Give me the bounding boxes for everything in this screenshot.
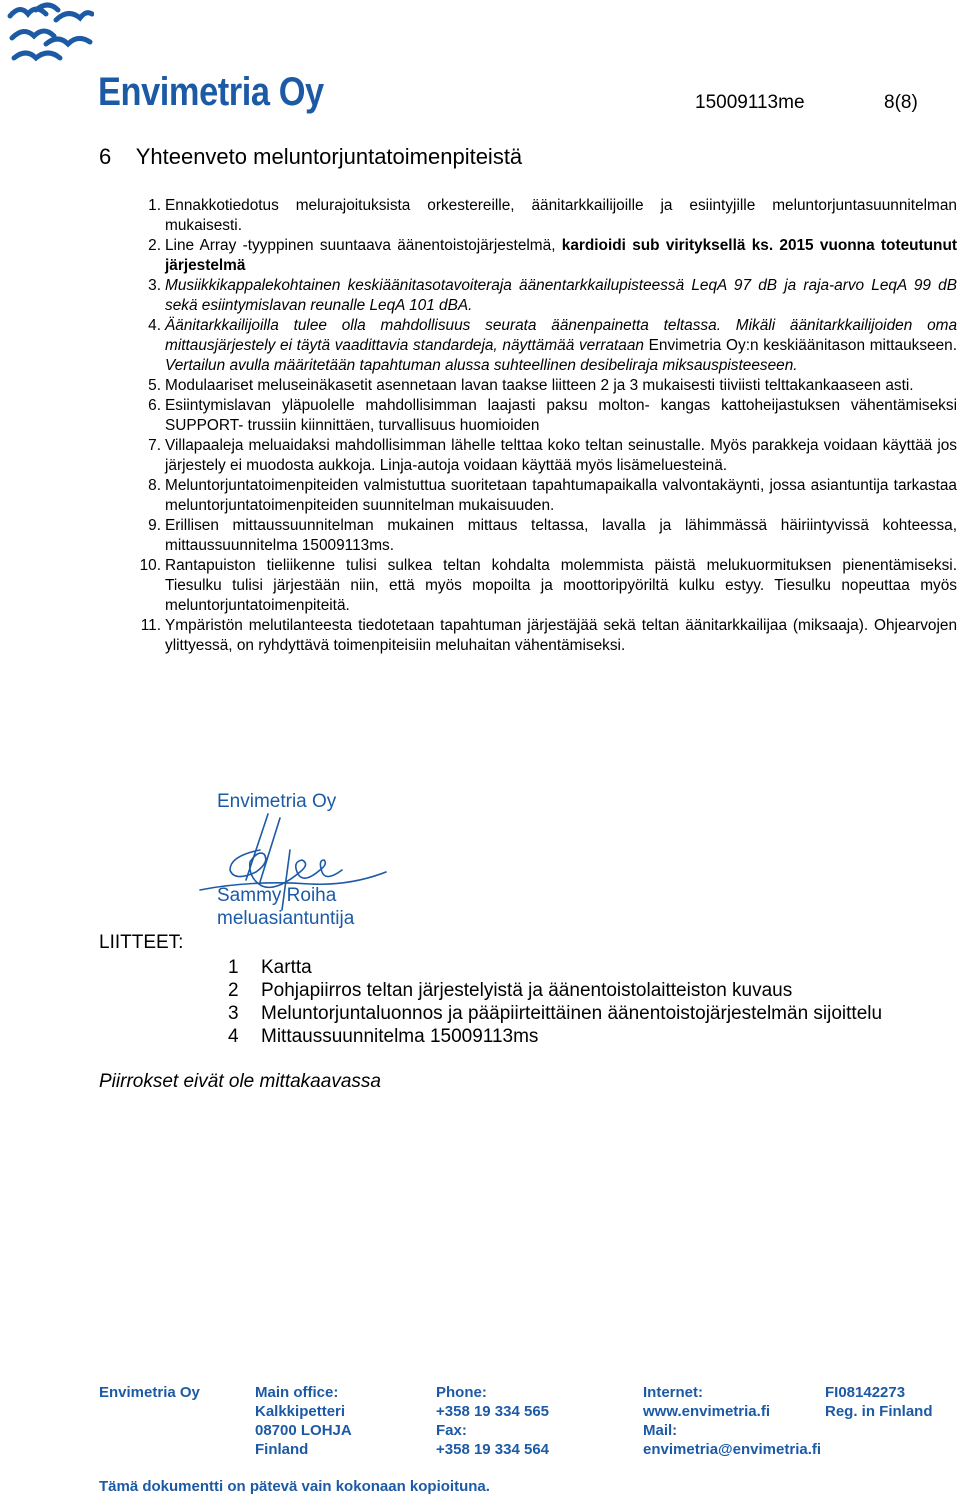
page-number: 8(8)	[884, 92, 918, 113]
company-title: Envimetria Oy	[98, 70, 324, 114]
summary-item	[99, 196, 957, 236]
summary-list	[99, 196, 957, 656]
attachment-title: Mittaussuunnitelma 15009113ms	[261, 1026, 539, 1047]
summary-item-text	[165, 516, 957, 556]
footer-column	[825, 1383, 933, 1421]
summary-item-number: 5.	[148, 377, 161, 394]
footer-line: 08700 LOHJA	[255, 1422, 352, 1439]
summary-item-text-part: Ennakkotiedotus melurajoituksista orkestereille, äänitarkkailijoille ja esiintyjille meluntorjuntasuunnitelman mukaisesti.	[165, 197, 957, 234]
footer-line: Main office:	[255, 1384, 339, 1401]
footer-line: Kalkkipetteri	[255, 1403, 346, 1420]
footer-line: www.envimetria.fi	[643, 1403, 770, 1420]
summary-item-number: 9.	[148, 517, 161, 534]
summary-item	[99, 276, 957, 316]
attachment-item	[228, 956, 882, 979]
summary-item	[99, 236, 957, 276]
summary-item-text	[165, 436, 957, 476]
summary-item-text-part: Musiikkikappalekohtainen keskiäänitasotavoiteraja äänentarkkailupisteessä LeqA 97 dB ja raja-arvo LeqA 99 dB sekä esiintymislavan reunalle LeqA 101 dBA.	[165, 277, 957, 314]
footer-line: Fax:	[436, 1422, 467, 1439]
signature-name: Sammy Roiha	[217, 885, 337, 906]
summary-item-number: 3.	[148, 277, 161, 294]
summary-item-number: 1.	[148, 197, 161, 214]
attachment-item	[228, 979, 882, 1002]
summary-item	[99, 316, 957, 376]
section-number: 6	[99, 144, 112, 169]
attachments-list	[228, 956, 882, 1048]
summary-item-text	[165, 616, 957, 656]
summary-item-number: 8.	[148, 477, 161, 494]
footer-line: +358 19 334 564	[436, 1441, 550, 1458]
summary-item-number: 2.	[148, 237, 161, 254]
summary-item-text-part: Äänitarkkailijoilla tulee olla mahdollisuus seurata äänenpainetta teltassa.	[165, 317, 736, 334]
summary-item-number: 4.	[148, 317, 161, 334]
summary-item-text-part: Rantapuiston tieliikenne tulisi sulkea teltan kohdalta molemmista päistä melukuormituksen pienentämiseksi. Tiesulku tulisi järjestään niin, että myös mopoilta ja moottoripyöriltä kulku estyy. Tiesulku nopeuttaa myös meluntorjuntatoimenpiteitä.	[165, 557, 957, 614]
summary-item-text-part: Esiintymislavan yläpuolelle mahdollisimman laajasti paksu molton- kangas kattoheijastuksen vähentämiseksi SUPPORT- trussiin kiinnittäen, turvallisuus huomioiden	[165, 397, 957, 434]
footer-line: Finland	[255, 1441, 309, 1458]
section-title: Yhteenveto meluntorjuntatoimenpiteistä	[135, 144, 523, 169]
footer-line: FI08142273	[825, 1384, 906, 1401]
attachment-title: Pohjapiirros teltan järjestelyistä ja äänentoistolaitteiston kuvaus	[261, 980, 793, 1001]
summary-item-text-part: Ympäristön melutilanteesta tiedotetaan tapahtuman järjestäjää sekä teltan äänitarkkailijaa (miksaaja). Ohjearvojen ylittyessä, on ryhdyttävä toimenpiteisiin meluhaitan vähentämiseksi.	[165, 617, 957, 654]
summary-item-text	[165, 276, 957, 316]
summary-item	[99, 616, 957, 656]
summary-item	[99, 476, 957, 516]
summary-item-text	[165, 396, 957, 436]
summary-item-text	[165, 476, 957, 516]
attachment-item	[228, 1002, 882, 1025]
signature-company: Envimetria Oy	[217, 791, 337, 812]
footer-line: envimetria@envimetria.fi	[643, 1441, 822, 1458]
signature-role: meluasiantuntija	[217, 908, 355, 929]
section-heading	[99, 144, 522, 170]
summary-item	[99, 556, 957, 616]
summary-item-text-part: Modulaariset meluseinäkasetit asennetaan lavan taakse liitteen 2 ja 3 mukaisesti tiiviisti telttakankaaseen asti.	[165, 377, 914, 394]
attachment-number: 1	[228, 957, 239, 978]
summary-item-text-part: Envimetria Oy:n keskiäänitason mittaukseen.	[648, 337, 957, 354]
summary-item	[99, 516, 957, 556]
summary-item	[99, 396, 957, 436]
footer-column	[643, 1383, 821, 1459]
footer-line: Phone:	[436, 1384, 487, 1401]
summary-item-number: 6.	[148, 397, 161, 414]
summary-item-text	[165, 376, 957, 396]
summary-item-text-part: Erillisen mittaussuunnitelman mukainen mittaus teltassa, lavalla ja lähimmässä häiriintyvissä kohteessa, mittaussuunnitelma 15009113ms.	[165, 517, 957, 554]
attachment-number: 2	[228, 980, 239, 1001]
summary-item-text	[165, 556, 957, 616]
footer-column	[99, 1383, 200, 1402]
attachments-label: LIITTEET:	[99, 932, 184, 953]
attachment-title: Meluntorjuntaluonnos ja pääpiirteittäinen äänentoistojärjestelmän sijoittelu	[261, 1003, 883, 1024]
document-id: 15009113me	[695, 92, 805, 113]
footer-line: Mail:	[643, 1422, 678, 1439]
summary-item-text-part: Mikäli äänitarkkailijoiden oma mittausjärjestely ei täytä vaadittavia standardeja, näyttämää verrataan	[165, 317, 958, 354]
attachment-title: Kartta	[261, 957, 312, 978]
footer-line: Reg. in Finland	[825, 1403, 933, 1420]
attachment-item	[228, 1025, 882, 1048]
summary-item-text-part: kardioidi sub virityksellä ks. 2015 vuonna toteutunut järjestelmä	[165, 237, 957, 274]
footer-validity-note: Tämä dokumentti on pätevä vain kokonaan kopioituna.	[99, 1478, 490, 1495]
summary-item-text	[165, 236, 957, 276]
summary-item-number: 7.	[148, 437, 161, 454]
summary-item-number: 10.	[139, 557, 161, 574]
summary-item-text-part: Villapaaleja meluaidaksi mahdollisimman lähelle telttaa koko teltan seinustalle. Myös parakkeja voidaan käyttää jos järjestely ei muodosta aukkoja. Linja-autoja voidaan käyttää myös lisämeluesteinä.	[165, 437, 957, 474]
summary-item-text	[165, 316, 957, 376]
attachment-number: 3	[228, 1003, 239, 1024]
footer-line: Envimetria Oy	[99, 1384, 200, 1401]
company-logo-icon	[6, 0, 94, 68]
footer-line: +358 19 334 565	[436, 1403, 550, 1420]
summary-item-number: 11.	[140, 617, 161, 634]
footer-column	[436, 1383, 549, 1459]
drawing-scale-note: Piirrokset eivät ole mittakaavassa	[99, 1071, 381, 1092]
summary-item-text-part: Vertailun avulla määritetään tapahtuman alussa suhteellinen desibeliraja miksauspisteeseen.	[165, 357, 798, 374]
footer-column	[255, 1383, 352, 1459]
summary-item-text-part: Line Array -tyyppinen suuntaava äänentoistojärjestelmä,	[165, 237, 562, 254]
attachment-number: 4	[228, 1026, 239, 1047]
summary-item-text-part: Meluntorjuntatoimenpiteiden valmistuttua suoritetaan tapahtumapaikalla valvontakäynti, jossa asiantuntija tarkastaa meluntorjuntatoimenpiteiden suunnitelman mukaisuuden.	[165, 477, 957, 514]
summary-item	[99, 436, 957, 476]
summary-item	[99, 376, 957, 396]
footer-line: Internet:	[643, 1384, 703, 1401]
summary-item-text	[165, 196, 957, 236]
